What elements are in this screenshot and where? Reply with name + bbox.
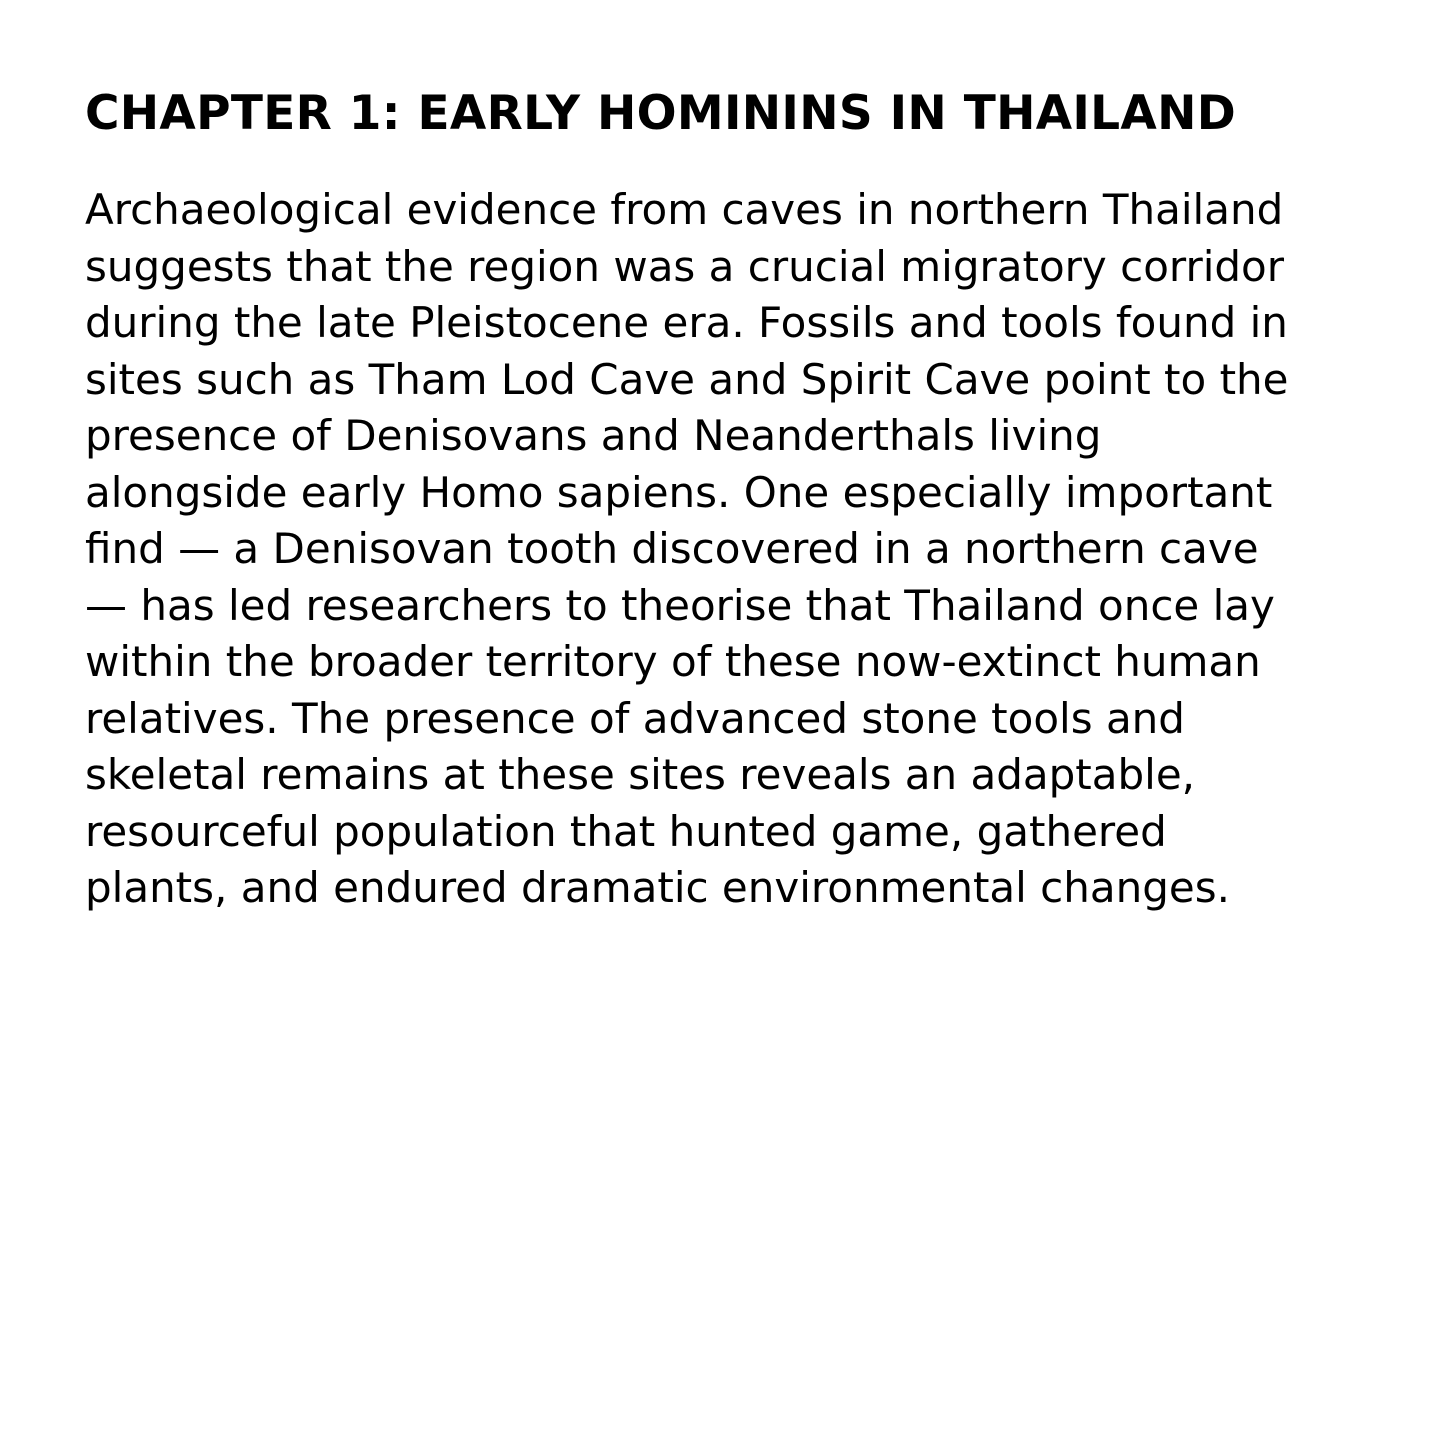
chapter-title: CHAPTER 1: EARLY HOMININS IN THAILAND — [85, 86, 1237, 141]
paragraph-line: relatives. The presence of advanced stone tools and — [85, 693, 1185, 743]
paragraph-line: — has led researchers to theorise that Thailand once lay — [85, 580, 1275, 630]
paragraph-line: sites such as Tham Lod Cave and Spirit Cave point to the — [85, 354, 1289, 404]
document-page — [85, 86, 1360, 917]
paragraph-line: plants, and endured dramatic environmental changes. — [85, 863, 1230, 912]
paragraph-line: during the late Pleistocene era. Fossils and tools found in — [85, 298, 1288, 347]
paragraph-line: resourceful population that hunted game, gathered — [85, 806, 1167, 856]
paragraph-line: skeletal remains at these sites reveals an adaptable, — [85, 750, 1196, 799]
chapter-paragraph — [85, 182, 1360, 917]
paragraph-line: Archaeological evidence from caves in northern Thailand — [85, 185, 1284, 234]
paragraph-line: presence of Denisovans and Neanderthals living — [85, 411, 1102, 460]
paragraph-line: within the broader territory of these now-extinct human — [85, 637, 1261, 686]
paragraph-line: suggests that the region was a crucial migratory corridor — [85, 241, 1285, 291]
paragraph-line: alongside early Homo sapiens. One especially important — [85, 467, 1273, 517]
paragraph-line: find — a Denisovan tooth discovered in a northern cave — [85, 524, 1259, 573]
